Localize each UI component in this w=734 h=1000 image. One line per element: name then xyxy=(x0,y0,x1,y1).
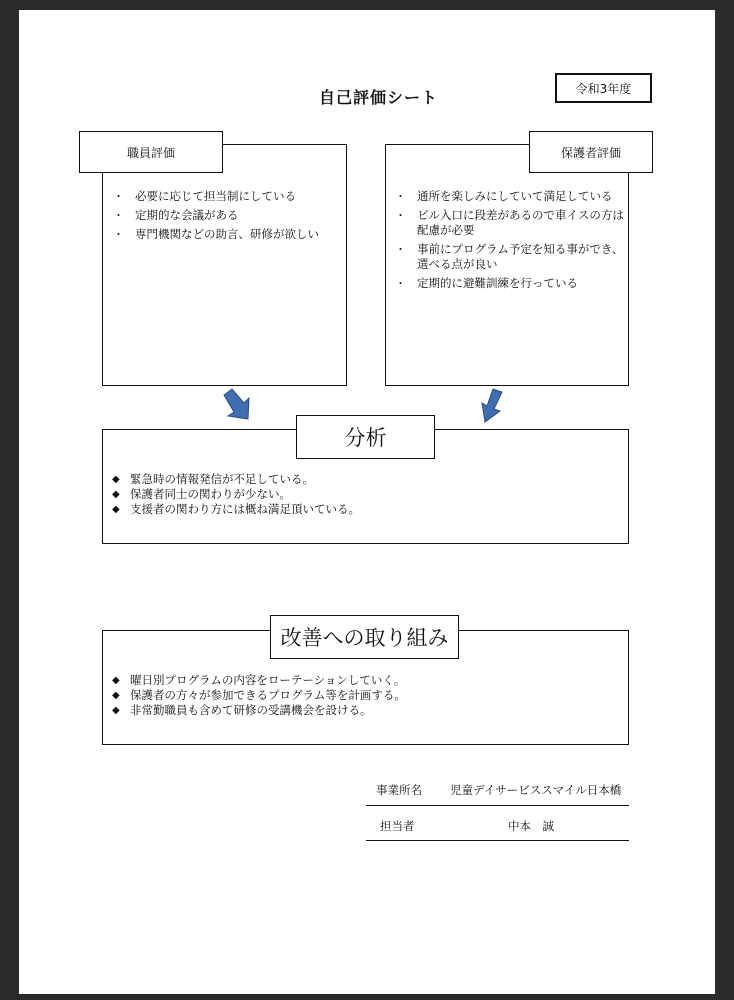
year-badge: 令和3年度 xyxy=(555,73,652,103)
list-item: ◆ 保護者同士の関わりが少ない。 xyxy=(110,487,610,502)
list-item: ◆ 保護者の方々が参加できるプログラム等を計画する。 xyxy=(110,688,610,703)
office-label: 事業所名 xyxy=(376,783,422,797)
list-item: ◆ 緊急時の情報発信が不足している。 xyxy=(110,472,610,487)
analysis-list xyxy=(110,472,610,517)
staff-eval-panel xyxy=(102,144,347,386)
list-item: ◆ 曜日別プログラムの内容をローテーションしていく。 xyxy=(110,673,610,688)
guardian-eval-list xyxy=(393,189,625,295)
arrow-down-left-icon xyxy=(475,385,515,425)
staff-eval-label: 職員評価 xyxy=(79,131,223,173)
office-value: 児童デイサービススマイル日本橋 xyxy=(450,783,622,797)
page-title: 自己評価シート xyxy=(319,88,439,107)
improvement-list xyxy=(110,673,610,718)
footer-divider xyxy=(366,840,629,841)
guardian-eval-panel xyxy=(385,144,629,386)
list-item: ・ 事前にプログラム予定を知る事ができ、選べる点が良い xyxy=(393,242,625,272)
manager-label: 担当者 xyxy=(380,819,415,833)
list-item: ・ 通所を楽しみにしていて満足している xyxy=(393,189,625,204)
analysis-label: 分析 xyxy=(296,415,435,459)
list-item: ◆ 支援者の関わり方には概ね満足頂いている。 xyxy=(110,502,610,517)
list-item: ・ 専門機関などの助言、研修が欲しい xyxy=(111,227,339,242)
arrow-down-right-icon xyxy=(218,385,258,425)
staff-eval-list xyxy=(111,189,339,246)
improvement-label: 改善への取り組み xyxy=(270,615,459,659)
list-item: ・ ビル入口に段差があるので車イスの方は配慮が必要 xyxy=(393,208,625,238)
list-item: ・ 定期的に避難訓練を行っている xyxy=(393,276,625,291)
list-item: ◆ 非常勤職員も含めて研修の受講機会を設ける。 xyxy=(110,703,610,718)
list-item: ・ 定期的な会議がある xyxy=(111,208,339,223)
manager-value: 中本 誠 xyxy=(508,819,554,833)
guardian-eval-label: 保護者評価 xyxy=(529,131,653,173)
footer-divider xyxy=(366,805,629,806)
list-item: ・ 必要に応じて担当制にしている xyxy=(111,189,339,204)
